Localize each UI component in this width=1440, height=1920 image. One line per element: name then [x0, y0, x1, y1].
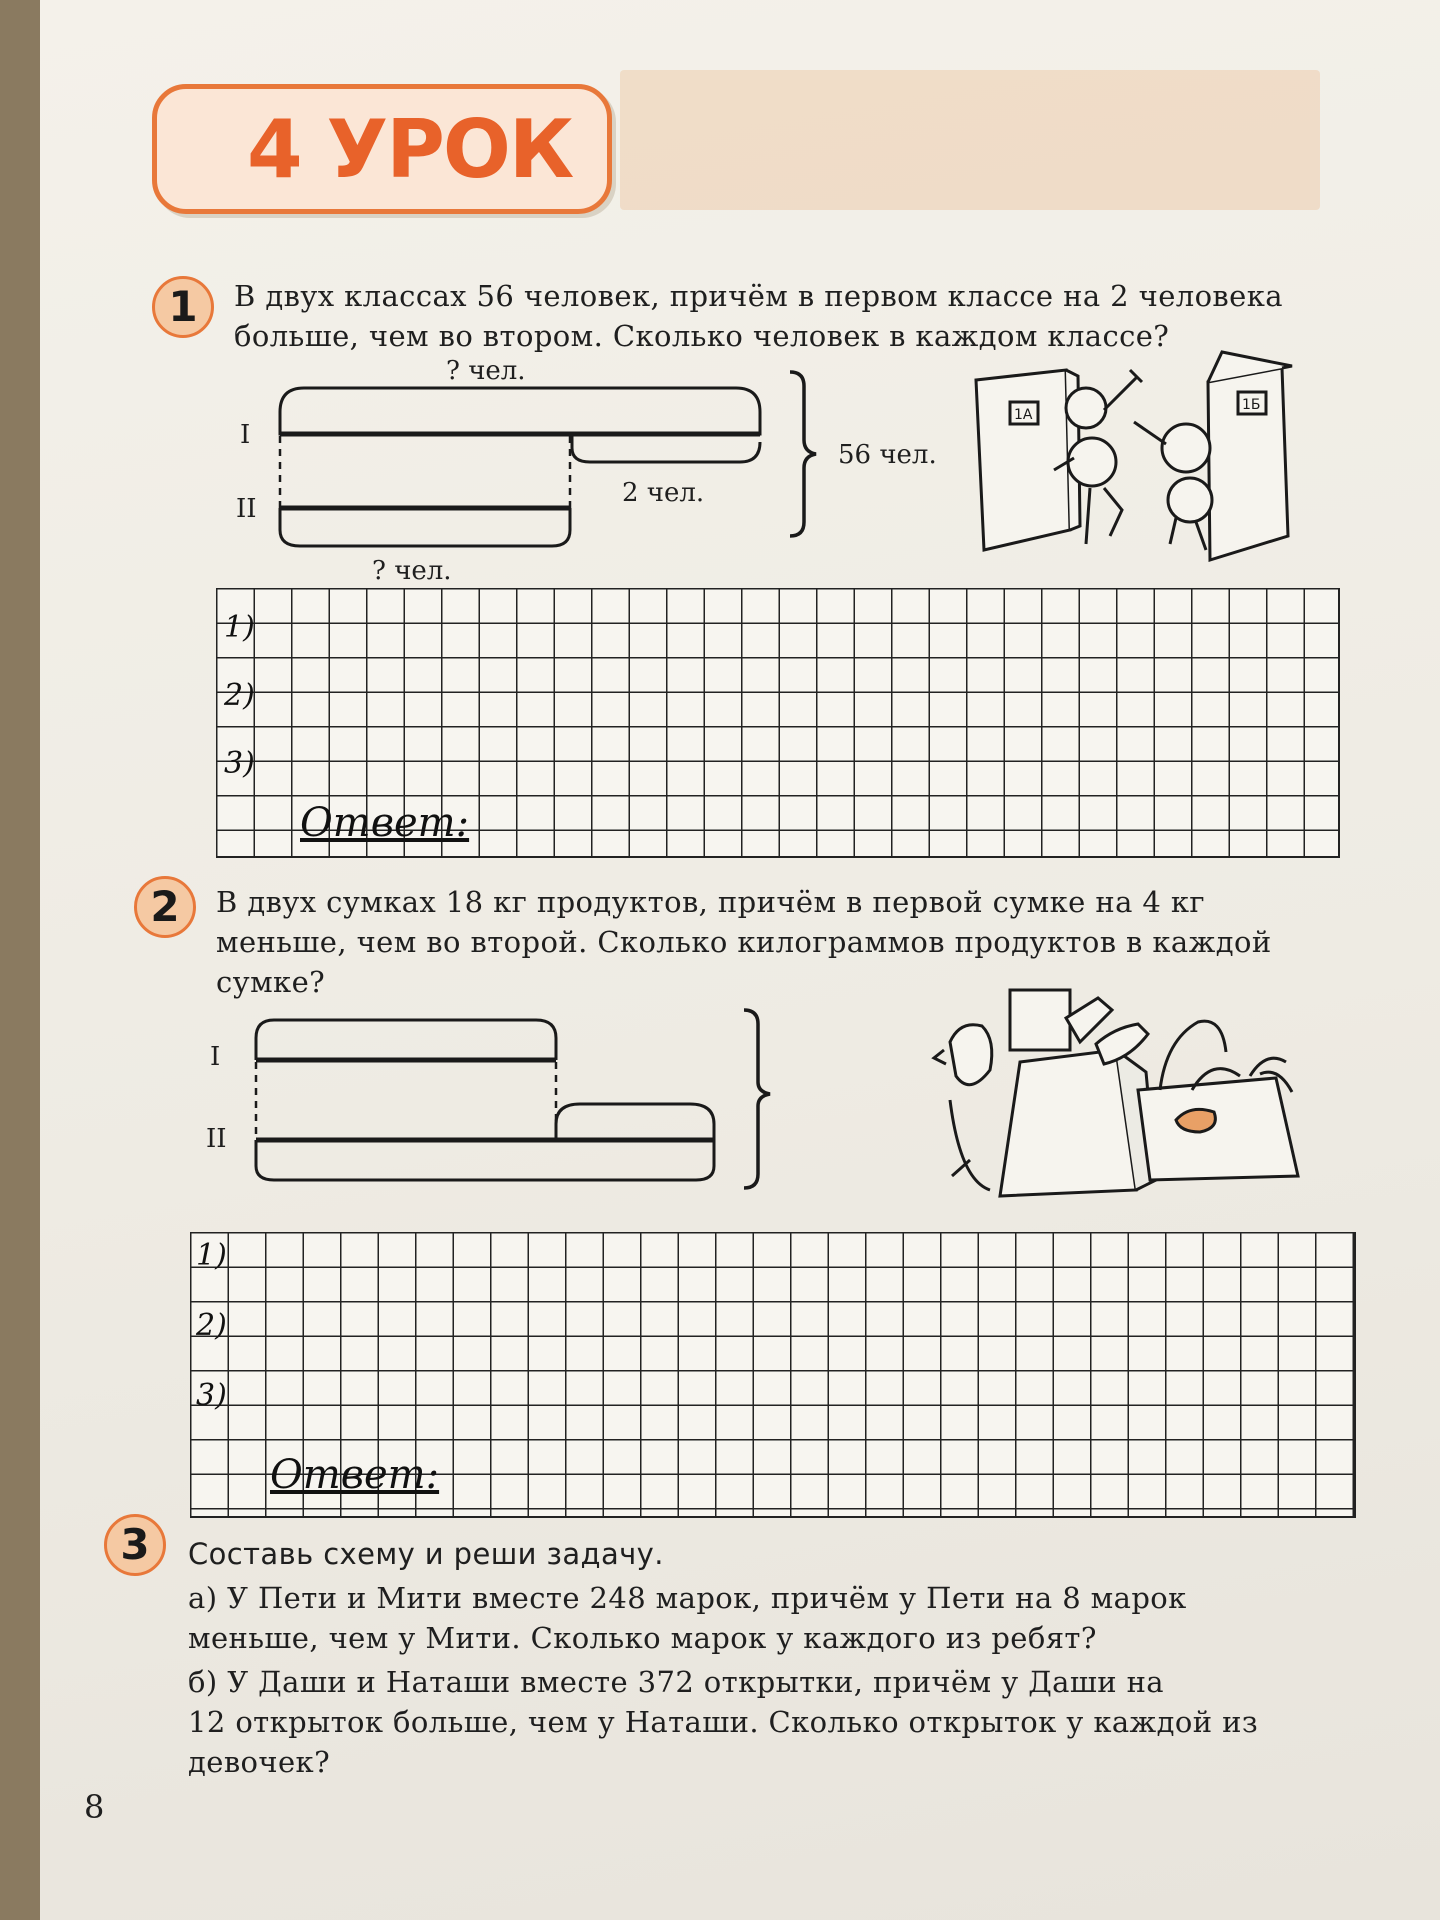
task3-intro: Составь схему и реши задачу. — [188, 1537, 664, 1571]
task2-text-line3: сумке? — [216, 965, 326, 999]
task3-a-line2: меньше, чем у Мити. Сколько марок у каждого из ребят? — [188, 1621, 1097, 1655]
task2-step-2: 2) — [196, 1308, 227, 1343]
task3-b-line3: девочек? — [188, 1745, 331, 1779]
task2-step-1: 1) — [196, 1238, 227, 1273]
door-label-1a: 1А — [1014, 407, 1033, 423]
task2-number: 2 — [134, 876, 196, 938]
task1-number: 1 — [152, 276, 214, 338]
door-label-1b: 1Б — [1242, 397, 1261, 413]
task1-label-top: ? чел. — [446, 356, 526, 386]
task1-label-bottom: ? чел. — [372, 556, 452, 586]
task2-text-line1: В двух сумках 18 кг продуктов, причём в первой сумке на 4 кг — [216, 885, 1205, 919]
task1-total-label: 56 чел. — [838, 440, 937, 470]
task2-row-I: I — [210, 1042, 221, 1072]
task3-b-line2: 12 открыток больше, чем у Наташи. Сколько открыток у каждой из — [188, 1705, 1259, 1739]
task3-number: 3 — [104, 1514, 166, 1576]
task1-text-line2: больше, чем во втором. Сколько человек в каждом классе? — [234, 319, 1170, 353]
task2-illustration — [930, 980, 1330, 1210]
task2-row-II: II — [206, 1124, 227, 1154]
task1-step-3: 3) — [224, 746, 255, 781]
task1-step-2: 2) — [224, 678, 255, 713]
task2-answer-label: Ответ: — [270, 1452, 440, 1498]
task1-step-1: 1) — [224, 610, 255, 645]
task1-difference-label: 2 чел. — [622, 478, 705, 508]
task1-row-II: II — [236, 494, 257, 524]
page-number: 8 — [84, 1788, 105, 1826]
lesson-title: 4 УРОК — [247, 103, 573, 196]
task1-text-line1: В двух классах 56 человек, причём в первом классе на 2 человека — [234, 279, 1283, 313]
task3-a-line1: а) У Пети и Мити вместе 248 марок, причём у Пети на 8 марок — [188, 1581, 1187, 1615]
task1-row-I: I — [240, 420, 251, 450]
task2-step-3: 3) — [196, 1378, 227, 1413]
task3-b-line1: б) У Даши и Наташи вместе 372 открытки, причём у Даши на — [188, 1665, 1165, 1699]
task2-text-line2: меньше, чем во второй. Сколько килограммов продуктов в каждой — [216, 925, 1272, 959]
task1-answer-label: Ответ: — [300, 800, 470, 846]
